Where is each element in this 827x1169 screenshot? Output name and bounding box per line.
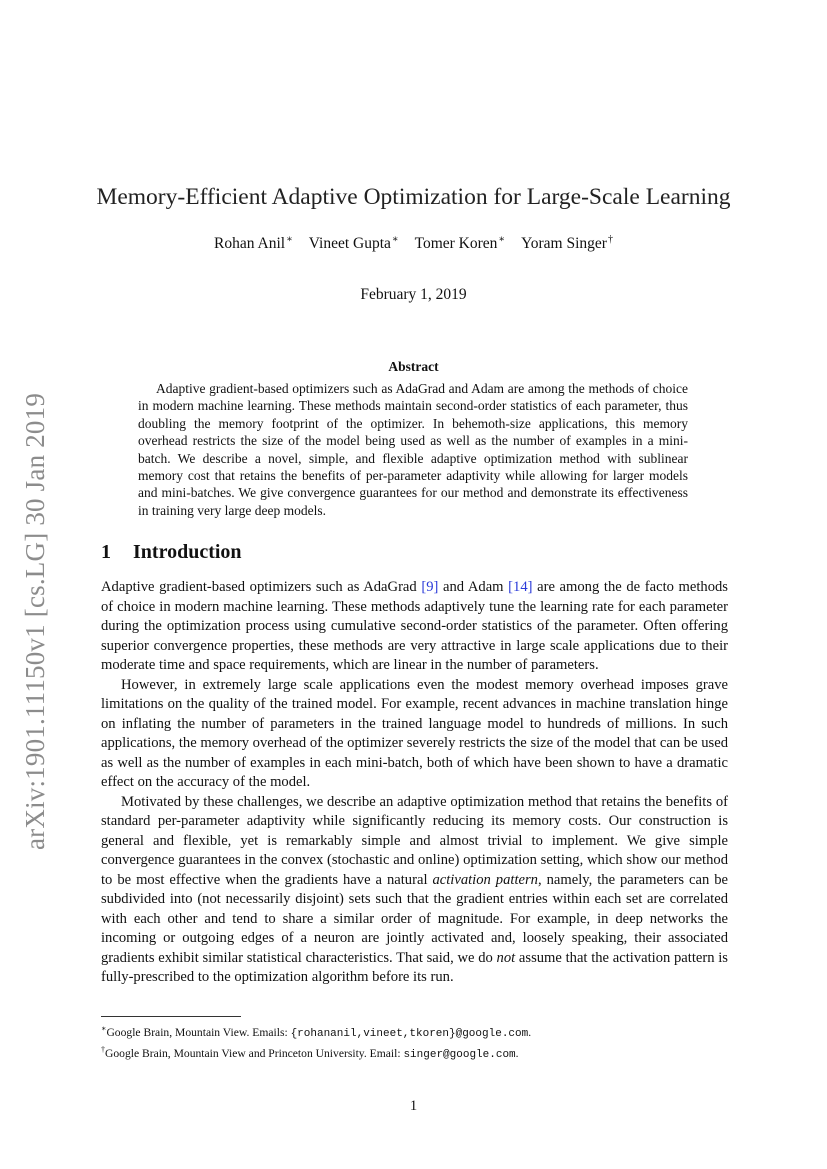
emphasis: activation pattern xyxy=(432,871,538,888)
emphasis: not xyxy=(496,949,516,966)
author xyxy=(309,235,399,252)
abstract-heading: Abstract xyxy=(388,359,439,374)
section-number: 1 xyxy=(101,541,111,563)
text-run: Motivated by these challenges, we describe an adaptive optimization method that retains the benefits of standard per-parameter adaptivity while significantly reducing its memory costs. Our construction is general and flexible, yet is remarkably simple and almost trivial to implement. We give simple convergence guarantees in the convex (stochastic and online) optimization setting, which show our method to be most effective when the gradients have a natural xyxy=(101,793,728,888)
footnote-end: . xyxy=(515,1047,519,1061)
author-list xyxy=(100,234,727,253)
abstract-text xyxy=(138,380,688,519)
citation-link[interactable]: [9] xyxy=(421,579,439,595)
footnote xyxy=(101,1021,728,1042)
footnote-mark: ∗ xyxy=(101,1024,107,1033)
author xyxy=(521,235,613,252)
footnotes xyxy=(101,1021,728,1064)
arxiv-identifier-stamp: arXiv:1901.11150v1 [cs.LG] 30 Jan 2019 xyxy=(20,392,50,850)
footnote-text: Google Brain, Mountain View and Princeton University. Email: xyxy=(105,1047,404,1061)
citation-link[interactable]: [14] xyxy=(508,579,533,595)
footnote-end: . xyxy=(528,1025,532,1039)
publication-date: February 1, 2019 xyxy=(360,286,467,303)
body-text xyxy=(101,578,728,988)
author xyxy=(415,235,506,252)
author-affiliation-mark: ∗ xyxy=(391,234,399,245)
footnote-text: Google Brain, Mountain View. Emails: xyxy=(106,1025,291,1039)
author xyxy=(214,235,293,252)
footnote xyxy=(101,1042,728,1063)
paragraph: However, in extremely large scale applications even the modest memory overhead imposes grave limitations on the quality of the trained model. For example, recent advances in machine translation hinge on inflating the number of parameters in the trained language model to hundreds of millions. In such applications, the memory overhead of the optimizer severely restricts the size of the model that can be used as well as the number of examples in each mini-batch, both of which have been shown to have a dramatic effect on the accuracy of the model. xyxy=(101,676,728,790)
text-run: assume that the activation pattern is fully-prescribed to the optimization algorithm before its run. xyxy=(101,949,728,985)
page-number: 1 xyxy=(409,1098,418,1114)
footnote-divider xyxy=(101,1016,241,1017)
author-name: Vineet Gupta xyxy=(308,235,391,253)
paper-title: Memory-Efficient Adaptive Optimization for Large-Scale Learning xyxy=(96,184,731,210)
footnote-mark: † xyxy=(101,1045,105,1055)
author-name: Yoram Singer xyxy=(521,235,607,253)
author-affiliation-mark: ∗ xyxy=(498,234,506,245)
text-run: are among the de facto methods of choice in modern machine learning. These methods adaptively tune the learning rate for each parameter during the optimization process using cumulative second-order statistics of the parameter. Often offering superior convergence properties, these methods are very attractive in large scale applications due to their moderate time and space requirements, which are linear in the number of parameters. xyxy=(101,579,728,673)
footnote-email: {rohananil,vineet,tkoren}@google.com xyxy=(290,1027,529,1040)
abstract-paragraph: Adaptive gradient-based optimizers such as AdaGrad and Adam are among the methods of choice in modern machine learning. These methods maintain second-order statistics of each parameter, thus doubling the memory footprint of the optimizer. In behemoth-size applications, this memory overhead restricts the size of the model being used as well as the number of examples in a mini-batch. We describe a novel, simple, and flexible adaptive optimization method with sublinear memory cost that retains the benefits of per-parameter adaptivity while allowing for larger models and mini-batches. We give convergence guarantees for our method and demonstrate its effectiveness in training very large deep models. xyxy=(138,381,688,518)
section-heading xyxy=(101,541,242,564)
author-affiliation-mark: † xyxy=(607,234,613,245)
author-name: Tomer Koren xyxy=(414,235,498,253)
text-run: and Adam xyxy=(438,579,509,595)
author-name: Rohan Anil xyxy=(214,235,286,253)
author-affiliation-mark: ∗ xyxy=(286,234,293,245)
text-run: Adaptive gradient-based optimizers such as AdaGrad xyxy=(101,579,422,595)
footnote-email: singer@google.com xyxy=(403,1049,516,1062)
section-title: Introduction xyxy=(133,541,242,563)
paragraph xyxy=(101,793,728,988)
text-run: , namely, the parameters can be subdivided into (not necessarily disjoint) sets such that the gradient entries within each set are correlated with each other and tend to share a similar order of magnitude. For example, in deep networks the incoming or outgoing edges of a neuron are jointly activated and, loosely speaking, their associated gradients exhibit similar statistical characteristics. That said, we do xyxy=(101,871,728,966)
paragraph xyxy=(101,578,728,676)
